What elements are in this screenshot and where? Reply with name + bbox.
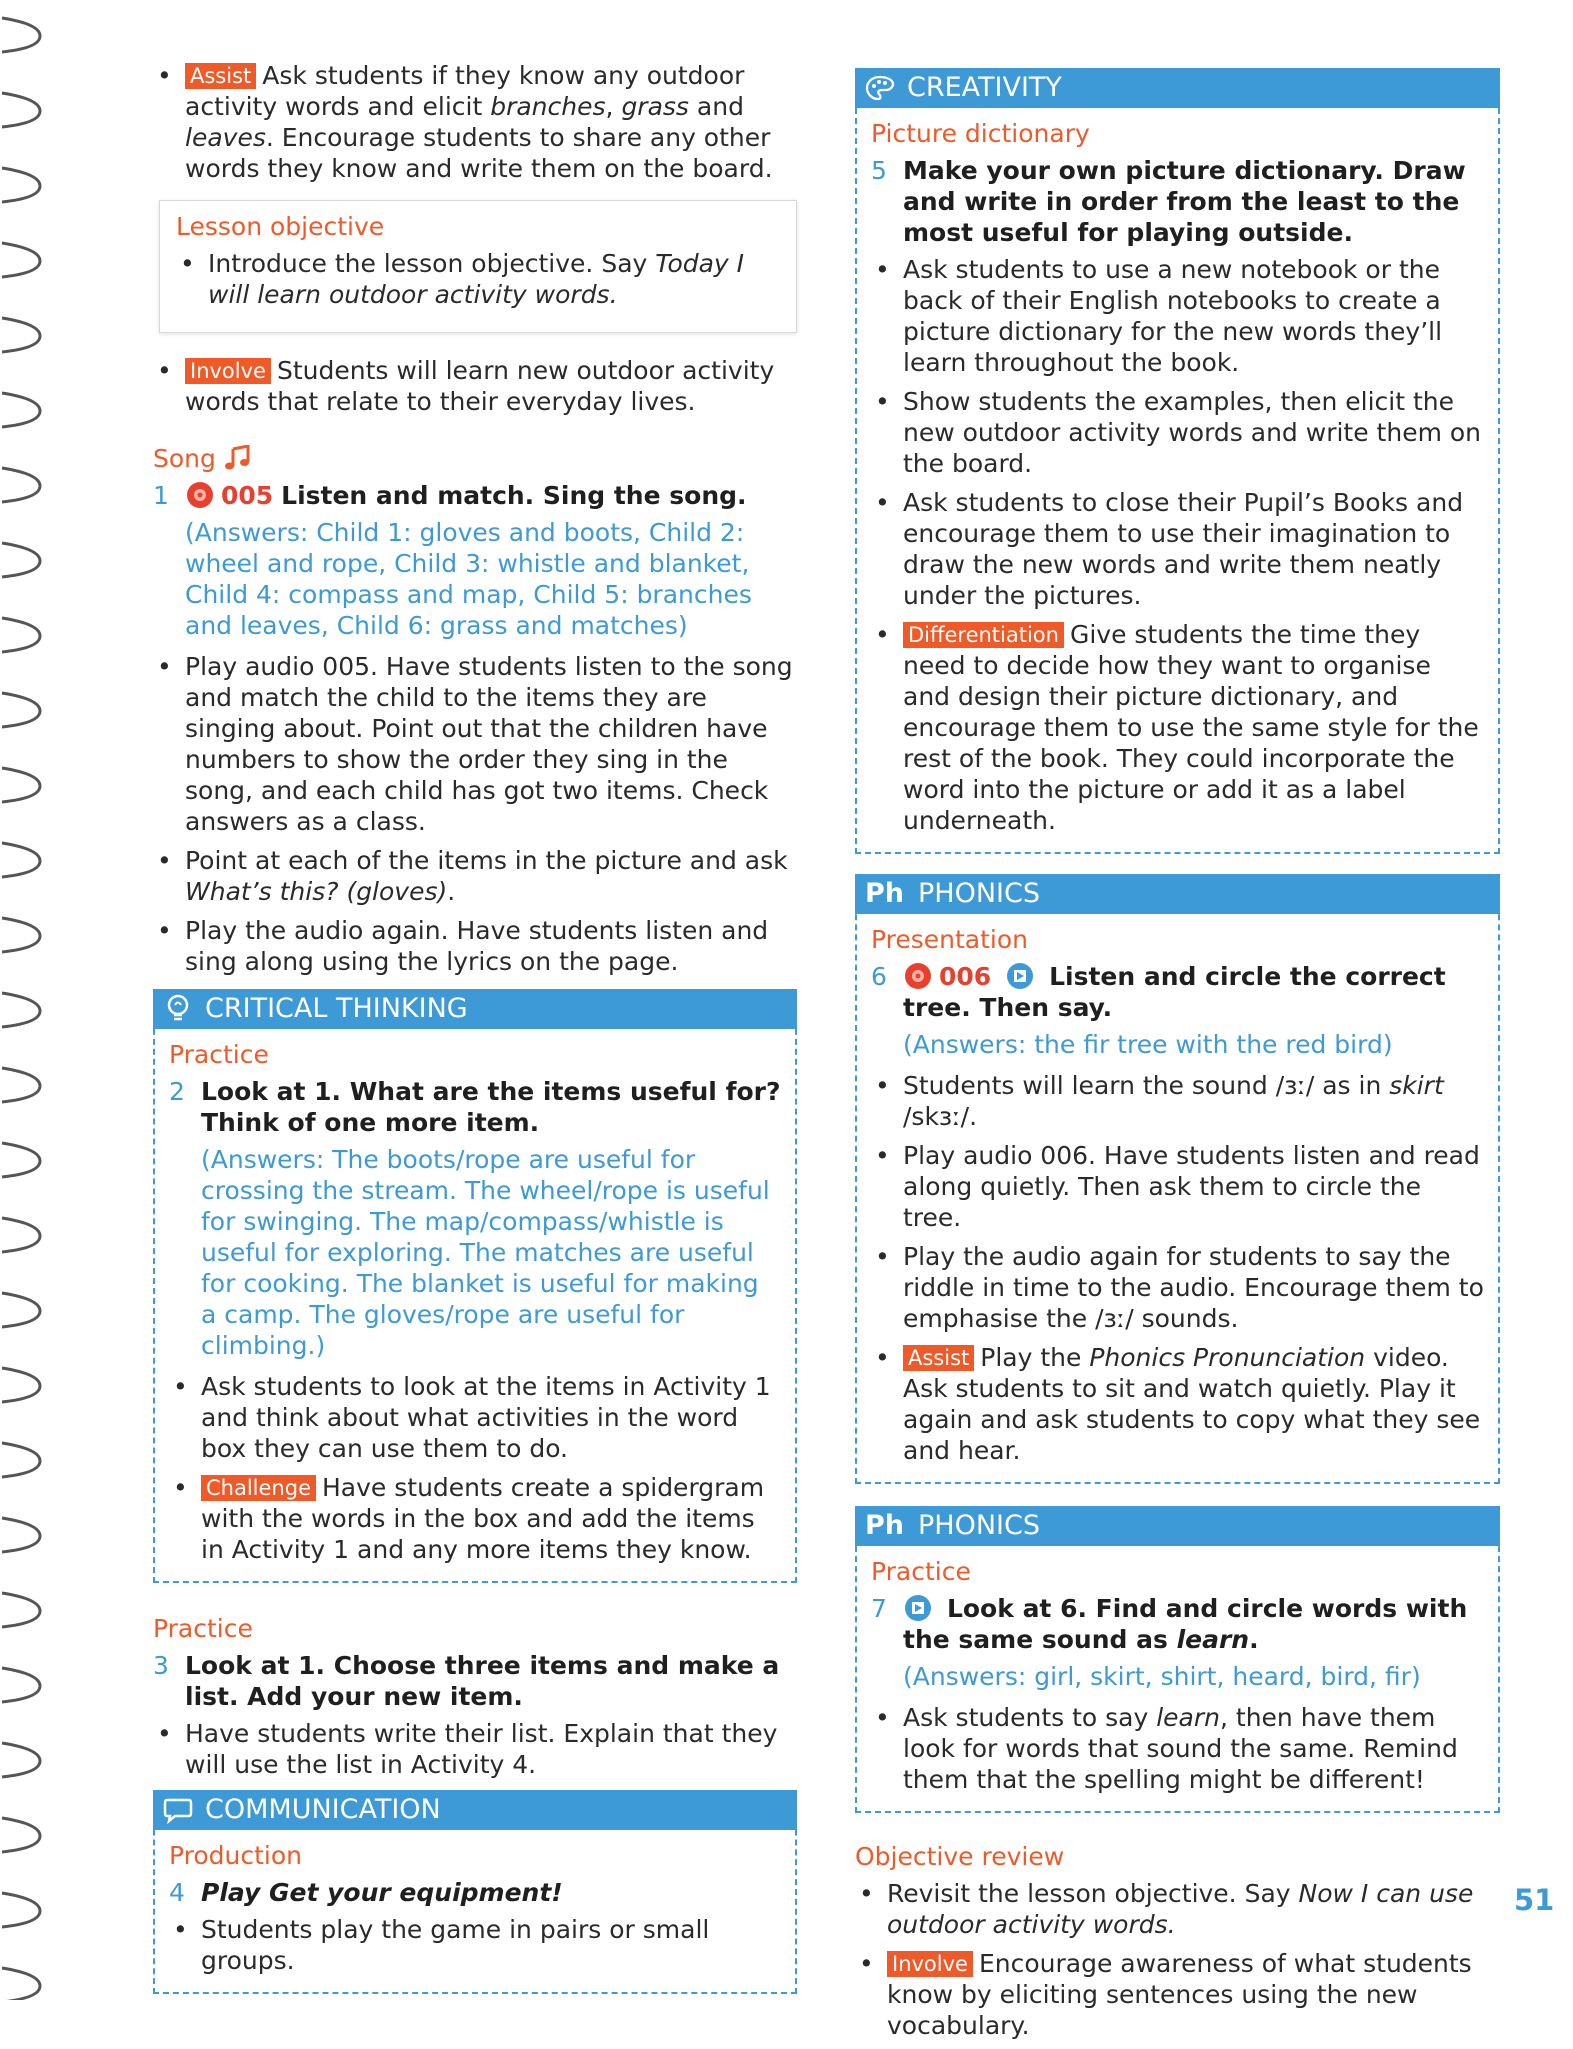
creativity-bullet: • Ask students to close their Pupil’s Books and encourage them to use their imagination to draw the new words and write them neatly under the pictures. <box>871 487 1484 611</box>
phonics-bullet: • Play the audio again for students to say the riddle in time to the audio. Encourage them to emphasise the /ɜː/ sounds. <box>871 1241 1484 1334</box>
binding-ring <box>2 918 40 952</box>
communication-panel <box>153 1790 797 1994</box>
communication-bullet: • Students play the game in pairs or small groups. <box>169 1914 781 1976</box>
binding-ring <box>2 168 40 202</box>
video-icon[interactable] <box>903 1593 933 1623</box>
activity-1: 1 005 Listen and match. Sing the song. <box>153 481 747 510</box>
practice-heading: Practice <box>153 1614 253 1643</box>
binding-ring <box>2 468 40 502</box>
song-bullet: • Play the audio again. Have students listen and sing along using the lyrics on the page. <box>153 915 797 977</box>
binding-ring <box>2 93 40 127</box>
phonics-practice-bullet: • Ask students to say learn, then have them look for words that sound the same. Remind them that the spelling might be different! <box>871 1702 1484 1795</box>
binding-ring <box>2 1593 40 1627</box>
binding-ring <box>2 1293 40 1327</box>
binding-ring <box>2 1443 40 1477</box>
lightbulb-icon <box>163 994 193 1024</box>
activity-5: 5 Make your own picture dictionary. Draw and write in order from the least to the most useful for playing outside. <box>871 156 1466 247</box>
phonics-presentation-panel <box>855 874 1500 1484</box>
binding-ring <box>2 1218 40 1252</box>
phonics-practice-heading: Practice <box>871 1557 971 1586</box>
activity-2: 2 Look at 1. What are the items useful for? Think of one more item. <box>169 1077 781 1137</box>
activity-6-answers: (Answers: the fir tree with the red bird) <box>903 1030 1393 1059</box>
assist-bullet: • Assist Play the Phonics Pronunciation video. Ask students to sit and watch quietly. Play it again and ask students to copy what they see and hear. <box>871 1342 1484 1466</box>
binding-ring <box>2 843 40 877</box>
phonics-bullet: • Students will learn the sound /ɜː/ as in skirt /skɜː/. <box>871 1070 1484 1132</box>
binding-ring <box>2 1893 40 1927</box>
critical-practice-heading: Practice <box>169 1040 269 1069</box>
left-column <box>153 60 797 2012</box>
right-column <box>855 68 1500 2049</box>
activity-3: 3 Look at 1. Choose three items and make a list. Add your new item. <box>153 1651 780 1711</box>
activity-1-answers: (Answers: Child 1: gloves and boots, Child 2: wheel and rope, Child 3: whistle and blanket, Child 4: compass and map, Child 5: branches and leaves, Child 6: grass and matches) <box>185 518 752 640</box>
involve-tag: Involve <box>185 358 271 384</box>
binding-ring <box>2 1818 40 1852</box>
creativity-panel <box>855 68 1500 854</box>
activity-7-answers: (Answers: girl, skirt, shirt, heard, bird, fir) <box>903 1662 1421 1691</box>
review-bullet: • Revisit the lesson objective. Say Now I can use outdoor activity words. <box>855 1878 1500 1940</box>
binding-ring <box>2 618 40 652</box>
phonics-badge: Ph <box>865 1510 905 1541</box>
song-heading: Song <box>153 443 797 474</box>
palette-icon <box>865 73 895 103</box>
audio-icon[interactable] <box>903 961 933 991</box>
song-bullet: • Play audio 005. Have students listen to the song and match the child to the items they are singing about. Point out that the children have numbers to show the order they sing in the song, and each child has got two items. Check answers as a class. <box>153 651 797 837</box>
binding-ring <box>2 393 40 427</box>
critical-thinking-panel <box>153 989 797 1583</box>
challenge-tag: Challenge <box>201 1475 316 1501</box>
binding-ring <box>2 243 40 277</box>
binding-ring <box>2 1668 40 1702</box>
involve-bullet: • Involve Students will learn new outdoor activity words that relate to their everyday lives. <box>153 355 797 417</box>
lesson-objective-box <box>159 200 797 333</box>
phonics-bullet: • Play audio 006. Have students listen and read along quietly. Then ask them to circle the tree. <box>871 1140 1484 1233</box>
music-note-icon <box>224 445 252 471</box>
involve-bullet: • Involve Encourage awareness of what students know by eliciting sentences using the new vocabulary. <box>855 1948 1500 2041</box>
audio-icon[interactable] <box>185 480 215 510</box>
assist-tag: Assist <box>185 63 256 89</box>
page-number: 51 <box>1514 1883 1555 1917</box>
binding-ring <box>2 543 40 577</box>
video-icon[interactable] <box>1005 961 1035 991</box>
objective-review-heading: Objective review <box>855 1842 1065 1871</box>
creativity-bullet: • Ask students to use a new notebook or the back of their English notebooks to create a picture dictionary for the new words they’ll learn throughout the book. <box>871 254 1484 378</box>
critical-bullet: • Ask students to look at the items in Activity 1 and think about what activities in the word box they can use them to do. <box>169 1371 781 1464</box>
binding-ring <box>2 768 40 802</box>
phonics-header: Ph PHONICS <box>855 1506 1500 1546</box>
activity-6: 6 006 Listen and circle the correct tree. Then say. <box>871 962 1446 1022</box>
activity-2-answers: (Answers: The boots/rope are useful for crossing the stream. The wheel/rope is useful for swinging. The map/compass/whistle is useful for exploring. The matches are useful for cooking. The blanket is useful for making a camp. The gloves/rope are useful for climbing.) <box>201 1145 770 1360</box>
challenge-bullet: • Challenge Have students create a spidergram with the words in the box and add the items in Activity 1 and any more items they know. <box>169 1472 781 1565</box>
binding-ring <box>2 1518 40 1552</box>
phonics-badge: Ph <box>865 878 905 909</box>
picture-dictionary-heading: Picture dictionary <box>871 119 1090 148</box>
creativity-header: CREATIVITY <box>855 68 1500 108</box>
intro-bullet: • Assist Ask students if they know any outdoor activity words and elicit branches, grass and leaves. Encourage students to share any other words they know and write them on the board. <box>153 60 797 184</box>
presentation-heading: Presentation <box>871 925 1029 954</box>
song-bullets <box>153 651 797 977</box>
differentiation-bullet: • Differentiation Give students the time they need to decide how they want to organise and design their picture dictionary, and encourage them to use the same style for the rest of the book. They could incorporate the word into the picture or add it as a label underneath. <box>871 619 1484 836</box>
critical-thinking-header: CRITICAL THINKING <box>153 989 797 1029</box>
audio-code: 005 <box>221 481 274 510</box>
spiral-binding <box>0 0 46 2000</box>
phonics-header: Ph PHONICS <box>855 874 1500 914</box>
lesson-objective-heading: Lesson objective <box>176 212 385 241</box>
binding-ring <box>2 693 40 727</box>
binding-ring <box>2 318 40 352</box>
speech-bubble-icon <box>163 1795 193 1825</box>
binding-ring <box>2 1368 40 1402</box>
binding-ring <box>2 1143 40 1177</box>
binding-ring <box>2 1068 40 1102</box>
creativity-bullet: • Show students the examples, then elicit the new outdoor activity words and write them on the board. <box>871 386 1484 479</box>
involve-tag: Involve <box>887 1951 973 1977</box>
assist-tag: Assist <box>903 1345 974 1371</box>
binding-ring <box>2 1743 40 1777</box>
binding-ring <box>2 993 40 1027</box>
binding-ring <box>2 1968 40 2000</box>
lesson-objective-text: • Introduce the lesson objective. Say Today I will learn outdoor activity words. <box>176 248 780 310</box>
differentiation-tag: Differentiation <box>903 622 1064 648</box>
activity-4: 4 Play Get your equipment! <box>169 1878 563 1907</box>
phonics-practice-panel <box>855 1506 1500 1813</box>
binding-ring <box>2 18 40 52</box>
audio-code: 006 <box>939 962 992 991</box>
practice-bullet: • Have students write their list. Explain that they will use the list in Activity 4. <box>153 1718 797 1780</box>
activity-7: 7 Look at 6. Find and circle words with the same sound as learn. <box>871 1594 1468 1654</box>
intro-list <box>153 60 797 184</box>
communication-header: COMMUNICATION <box>153 1790 797 1830</box>
production-heading: Production <box>169 1841 303 1870</box>
song-bullet: • Point at each of the items in the picture and ask What’s this? (gloves). <box>153 845 797 907</box>
